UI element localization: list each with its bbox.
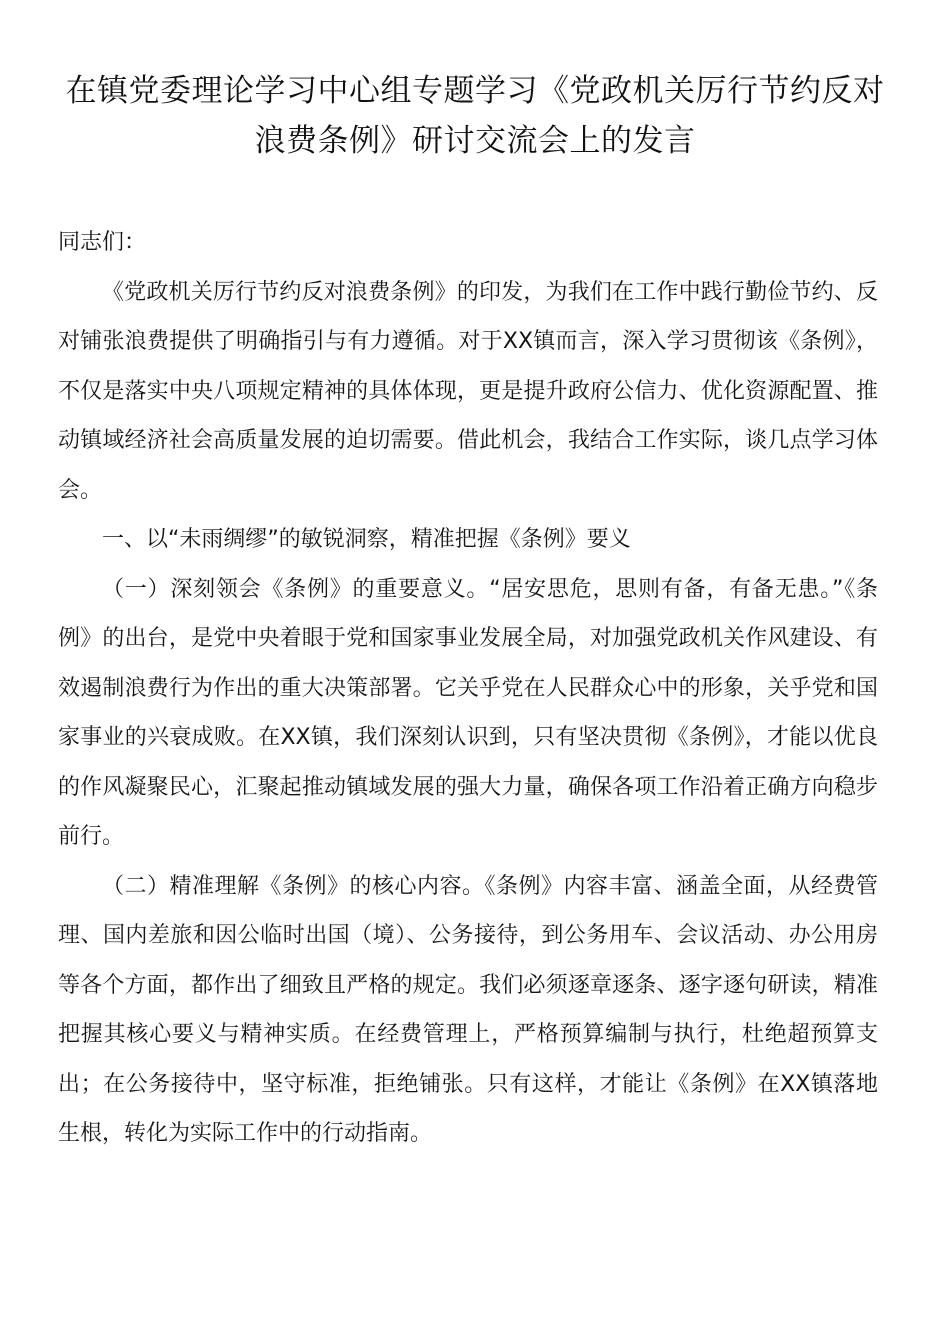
- subsection-paragraph-2: （二）精准理解《条例》的核心内容。《条例》内容丰富、涵盖全面，从经费管理、国内差旅和因公临时出国（境）、公务接待，到公务用车、会议活动、办公用房等各个方面，都作出了细致且严格的规定。我们必须逐章逐条、逐字逐句研读，精准把握其核心要义与精神实质。在经费管理上，严格预算编制与执行，杜绝超预算支出；在公务接待中，坚守标准，拒绝铺张。只有这样，才能让《条例》在XX镇落地生根，转化为实际工作中的行动指南。: [58, 873, 878, 1146]
- salutation: 同志们：: [58, 230, 147, 255]
- document-title: 在镇党委理论学习中心组专题学习《党政机关厉行节约反对浪费条例》研讨交流会上的发言: [65, 73, 885, 159]
- section-heading-1: 一、以“未雨绸缪”的敏锐洞察，精准把握《条例》要义: [102, 527, 631, 552]
- subsection-paragraph-1: （一）深刻领会《条例》的重要意义。“居安思危，思则有备，有备无患。”《条例》的出台，是党中央着眼于党和国家事业发展全局，对加强党政机关作风建设、有效遏制浪费行为作出的重大决策部署。它关乎党在人民群众心中的形象，关乎党和国家事业的兴衰成败。在XX镇，我们深刻认识到，只有坚决贯彻《条例》，才能以优良的作风凝聚民心，汇聚起推动镇域发展的强大力量，确保各项工作沿着正确方向稳步前行。: [58, 576, 878, 849]
- document-body: [58, 218, 878, 1159]
- intro-paragraph: 《党政机关厉行节约反对浪费条例》的印发，为我们在工作中践行勤俭节约、反对铺张浪费提供了明确指引与有力遵循。对于XX镇而言，深入学习贯彻该《条例》，不仅是落实中央八项规定精神的具体体现，更是提升政府公信力、优化资源配置、推动镇域经济社会高质量发展的迫切需要。借此机会，我结合工作实际，谈几点学习体会。: [58, 279, 878, 503]
